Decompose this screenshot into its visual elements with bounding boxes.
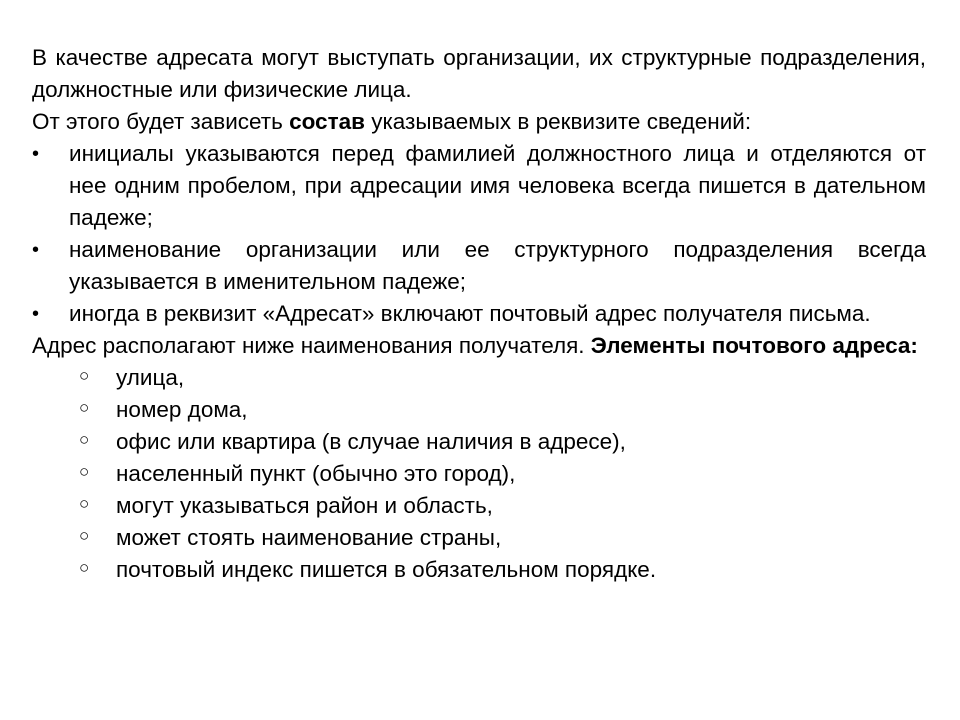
bullet-marker: • <box>32 143 40 165</box>
bullet-text: наименование организации или ее структурного подразделения всегда указывается в именительном падеже; <box>69 237 926 294</box>
address-element-text: может стоять наименование страны, <box>116 525 502 550</box>
circle-bullet-icon: ○ <box>79 398 90 417</box>
intro-line-2-start: От этого будет зависеть <box>32 109 290 134</box>
address-element-item <box>32 362 926 394</box>
circle-bullet-icon: ○ <box>79 526 90 545</box>
intro-line-2-end: указываемых в реквизите сведений: <box>364 109 752 134</box>
address-element-item <box>32 458 926 490</box>
address-element-text: населенный пункт (обычно это город), <box>116 461 516 486</box>
address-element-text: улица, <box>116 365 185 390</box>
circle-bullet-icon: ○ <box>79 558 90 577</box>
address-element-item <box>32 426 926 458</box>
circle-bullet-icon: ○ <box>79 462 90 481</box>
intro-paragraph-2 <box>32 106 926 138</box>
bullet-marker: • <box>32 239 40 261</box>
bullet-item <box>32 298 926 330</box>
address-element-text: почтовый индекс пишется в обязательном порядке. <box>116 557 657 582</box>
address-element-text: могут указываться район и область, <box>116 493 493 518</box>
address-element-item <box>32 522 926 554</box>
circle-bullet-icon: ○ <box>79 494 90 513</box>
address-element-item <box>32 394 926 426</box>
address-element-text: номер дома, <box>116 397 248 422</box>
address-element-item <box>32 490 926 522</box>
bullet-item <box>32 138 926 234</box>
intro-line-1: В качестве адресата могут выступать организации, их структурные подразделения, должностные или физические лица. <box>32 45 926 102</box>
bullet-marker: • <box>32 303 40 325</box>
bullet-text: инициалы указываются перед фамилией должностного лица и отделяются от нее одним пробелом, при адресации имя человека всегда пишется в дательном падеже; <box>69 141 926 230</box>
intro-paragraph <box>32 42 926 106</box>
address-element-text: офис или квартира (в случае наличия в адресе), <box>116 429 626 454</box>
address-paragraph <box>32 330 926 362</box>
address-text: Адрес располагают ниже наименования получателя. <box>32 333 591 358</box>
slide-content <box>32 42 926 586</box>
circle-bullet-icon: ○ <box>79 366 90 385</box>
address-element-item <box>32 554 926 586</box>
bullet-text: иногда в реквизит «Адресат» включают почтовый адрес получателя письма. <box>69 301 871 326</box>
intro-line-2-bold: состав <box>289 109 365 134</box>
bullet-item <box>32 234 926 298</box>
circle-bullet-icon: ○ <box>79 430 90 449</box>
address-elements-heading: Элементы почтового адреса: <box>590 333 918 358</box>
